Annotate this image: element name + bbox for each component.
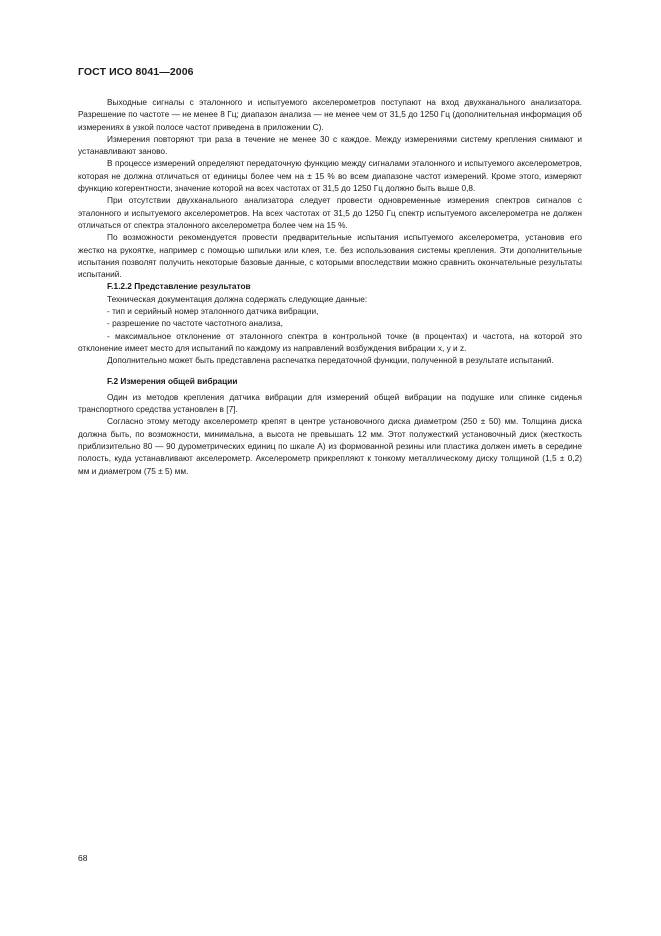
paragraph: Один из методов крепления датчика вибрации для измерений общей вибрации на подушке или спинке сиденья транспортного средства установлен в [7]. xyxy=(78,391,582,415)
subsection-heading: F.1.2.2 Представление результатов xyxy=(107,281,251,292)
list-item: - максимальное отклонение от эталонного спектра в контрольной точке (в процентах) и частота, на которой это отклонение имеет место для испытаний по каждому из направлений возбуждения вибрации x, y и z. xyxy=(78,330,582,353)
section-heading: F.2 Измерения общей вибрации xyxy=(107,375,238,386)
paragraph: В процессе измерений определяют передаточную функцию между сигналами эталонного и испытуемого акселерометров, которая не должна отличаться от единицы более чем на ± 15 % во всем диапазоне частот измерений. Кроме этого, измеряют функцию когерентности, значение которой на всех частотах от 31,5 до 1250 Гц должно быть выше 0,8. xyxy=(78,158,582,194)
paragraph: По возможности рекомендуется провести предварительные испытания испытуемого акселерометра, установив его жестко на рукоятке, например с помощью шпильки или клея, т.е. без использования системы крепления. Эти дополнительные испытания позволят получить некоторые базовые данные, с которыми впоследствии можно сравнить окончательные результаты испытаний. xyxy=(78,232,582,280)
list-item: - разрешение по частоте частотного анализа, xyxy=(107,318,283,329)
paragraph: Выходные сигналы с эталонного и испытуемого акселерометров поступают на вход двухканального анализатора. Разрешение по частоте — не менее 8 Гц; диапазон анализа — не менее чем от 31,5 до 1250 Гц (дополнительная информация об измерениях в узкой полосе частот приведена в приложении С). xyxy=(78,97,582,132)
page-number: 68 xyxy=(78,853,88,863)
list-item: - тип и серийный номер эталонного датчика вибрации, xyxy=(107,306,319,317)
paragraph: Дополнительно может быть представлена распечатка передаточной функции, полученной в результате испытаний. xyxy=(107,355,554,366)
document-header: ГОСТ ИСО 8041—2006 xyxy=(78,66,194,78)
paragraph: Согласно этому методу акселерометр крепят в центре установочного диска диаметром (250 ± 50) мм. Толщина диска должна быть, по возможности, минимальна, а высота не превышать 12 мм. Этот полужесткий установочный диск (жесткость приблизительно 80 — 90 дурометрических единиц по шкале А) из формованной резины или пластика должен иметь в середине полость, куда устанавливают акселерометр. Акселерометр прикрепляют к тонкому металлическому диску толщиной (1,5 ± 0,2) мм и диаметром (75 ± 5) мм. xyxy=(78,416,582,476)
paragraph: При отсутствии двухканального анализатора следует провести одновременные измерения спектров сигналов с эталонного и испытуемого акселерометров. На всех частотах от 31,5 до 1250 Гц спектр испытуемого акселерометра не должен отличаться от спектра эталонного акселерометра более чем на 15 %. xyxy=(78,195,582,230)
document-body xyxy=(78,96,582,477)
paragraph: Техническая документация должна содержать следующие данные: xyxy=(107,293,368,304)
paragraph: Измерения повторяют три раза в течение не менее 30 с каждое. Между измерениями систему крепления снимают и устанавливают заново. xyxy=(78,133,582,157)
